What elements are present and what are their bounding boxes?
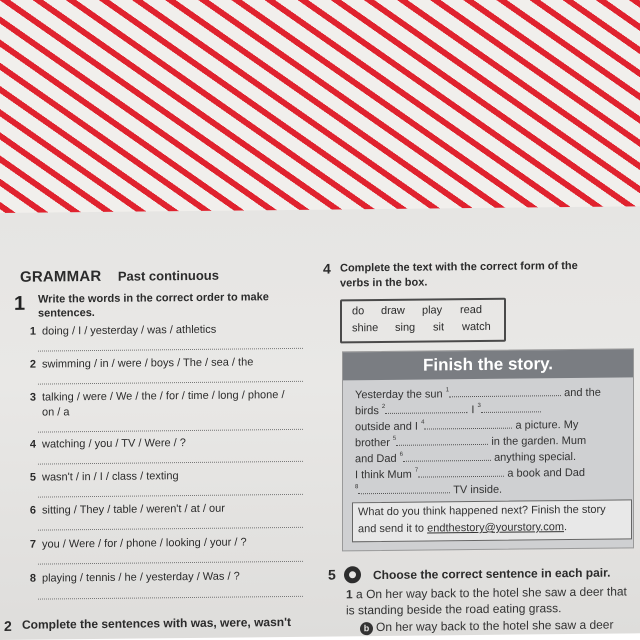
gap-field[interactable]: [403, 451, 491, 462]
story-text: brother: [355, 436, 390, 450]
gap-field[interactable]: [449, 386, 561, 397]
audio-disc-icon: [344, 566, 361, 583]
story-line: [355, 386, 601, 402]
story-title: Finish the story.: [343, 349, 633, 380]
story-email-link[interactable]: endthestory@yourstory.com: [427, 521, 565, 535]
story-line: [355, 434, 586, 449]
answer-line[interactable]: [38, 381, 303, 385]
exercise-1-instruction: Write the words in the correct order to make sentences.: [38, 291, 269, 320]
answer-line[interactable]: [38, 494, 303, 498]
item-words: you / Were / for / phone / looking / your / ?: [42, 536, 247, 551]
exercise-5-instruction: Choose the correct sentence in each pair.: [373, 565, 611, 583]
story-text: and Dad: [355, 452, 397, 466]
story-text: and the: [564, 386, 601, 400]
item-number: 6: [29, 504, 36, 517]
story-text: a picture. My: [515, 418, 579, 432]
item-number: 3: [29, 391, 36, 404]
item-number: 8: [29, 572, 36, 585]
word-box-word: sit: [433, 321, 444, 334]
gap-number: 5: [392, 435, 397, 442]
answer-line[interactable]: [38, 429, 303, 433]
story-line: [355, 402, 541, 417]
exercise-5-number: 5: [328, 566, 336, 583]
story-text: . I: [465, 404, 475, 417]
exercise-1-item: [20, 388, 305, 421]
item-words: talking / were / We / the / for / time / long / phone / on / a: [42, 389, 285, 419]
item-words: wasn't / in / I / class / texting: [42, 470, 179, 484]
story-prompt-text: What do you think happened next? Finish the story and send it to: [358, 503, 606, 536]
story-text: a book and Dad: [507, 466, 585, 480]
word-box-word: play: [422, 304, 443, 317]
gap-field[interactable]: [396, 435, 488, 446]
story-text: birds: [355, 405, 379, 418]
word-box-word: do: [352, 305, 365, 318]
answer-line[interactable]: [38, 461, 303, 465]
exercise-1-item: [20, 501, 305, 519]
gap-number: 3: [477, 402, 481, 409]
story-prompt-end: .: [564, 521, 568, 534]
exercise-4-number: 4: [323, 260, 331, 277]
exercise-1-item: [20, 322, 305, 340]
exercise-1-item: [20, 355, 305, 373]
word-box-word: watch: [462, 320, 491, 334]
item-words: watching / you / TV / Were / ?: [42, 437, 186, 451]
option-text[interactable]: On her way back to the hotel she saw a deer: [376, 617, 614, 635]
item-words: sitting / They / table / weren't / at / our: [42, 502, 225, 517]
item-number: 5: [29, 471, 36, 484]
item-number: 4: [29, 438, 36, 451]
gap-field[interactable]: [424, 419, 512, 430]
story-text: Yesterday the sun: [355, 388, 443, 402]
gap-number: 8: [355, 484, 359, 491]
exercise-5-item: [346, 583, 636, 618]
answer-line[interactable]: [38, 596, 303, 600]
exercise-2-number: 2: [4, 617, 12, 634]
gap-number: 2: [381, 403, 386, 411]
item-words: doing / I / yesterday / was / athletics: [42, 323, 217, 338]
exercise-1-item: [20, 435, 305, 453]
gap-number: 6: [399, 451, 403, 458]
gap-field[interactable]: [385, 403, 465, 414]
tablecloth-background: [0, 0, 640, 225]
exercise-1-marker: 1: [14, 292, 26, 315]
story-text: anything special.: [494, 450, 577, 464]
word-box-word: sing: [395, 321, 416, 334]
item-number: 7: [29, 538, 36, 551]
grammar-heading: [20, 267, 219, 287]
gap-field[interactable]: [481, 402, 541, 413]
story-line: [355, 450, 576, 465]
gap-field[interactable]: [418, 467, 504, 478]
story-line: [355, 483, 502, 498]
word-box: [340, 298, 506, 344]
grammar-title: GRAMMAR: [20, 267, 102, 286]
gap-field[interactable]: [358, 483, 450, 494]
story-text: I think Mum: [355, 468, 412, 482]
exercise-1-item: [20, 468, 305, 486]
story-text: outside and I: [355, 420, 418, 434]
exercise-1-item: [20, 535, 305, 553]
answer-line[interactable]: [38, 561, 303, 565]
item-words: swimming / in / were / boys / The / sea / the: [42, 356, 254, 371]
item-number: 1: [346, 587, 353, 602]
gap-number: 4: [421, 419, 425, 426]
option-label: a: [356, 587, 363, 602]
exercise-5-item: [360, 616, 640, 635]
story-text: TV inside.: [453, 483, 503, 497]
grammar-subtitle: Past continuous: [117, 267, 219, 284]
option-text[interactable]: On her way back to the hotel she saw a deer that is standing beside the road eating grass.: [346, 584, 627, 618]
answer-line[interactable]: [38, 527, 303, 531]
answer-line[interactable]: [38, 348, 303, 352]
word-box-word: shine: [352, 322, 379, 335]
exercise-4-instruction: Complete the text with the correct form of the verbs in the box.: [340, 259, 578, 290]
option-label-badge: b: [360, 622, 373, 635]
word-box-word: read: [460, 303, 483, 317]
exercise-1-item: [20, 569, 305, 587]
story-prompt-box: [352, 499, 632, 542]
story-line: [355, 418, 578, 433]
gap-number: 1: [445, 387, 450, 394]
workbook-page: [0, 206, 640, 640]
exercise-2-instruction: Complete the sentences with was, were, wasn't: [22, 614, 291, 632]
item-number: 2: [29, 358, 36, 371]
story-line: [355, 466, 585, 481]
item-words: playing / tennis / he / yesterday / Was / ?: [42, 570, 240, 585]
gap-number: 7: [414, 467, 419, 474]
item-number: 1: [29, 325, 36, 338]
story-text: in the garden. Mum: [491, 434, 587, 448]
story-panel: [342, 348, 634, 551]
word-box-word: draw: [381, 304, 405, 318]
